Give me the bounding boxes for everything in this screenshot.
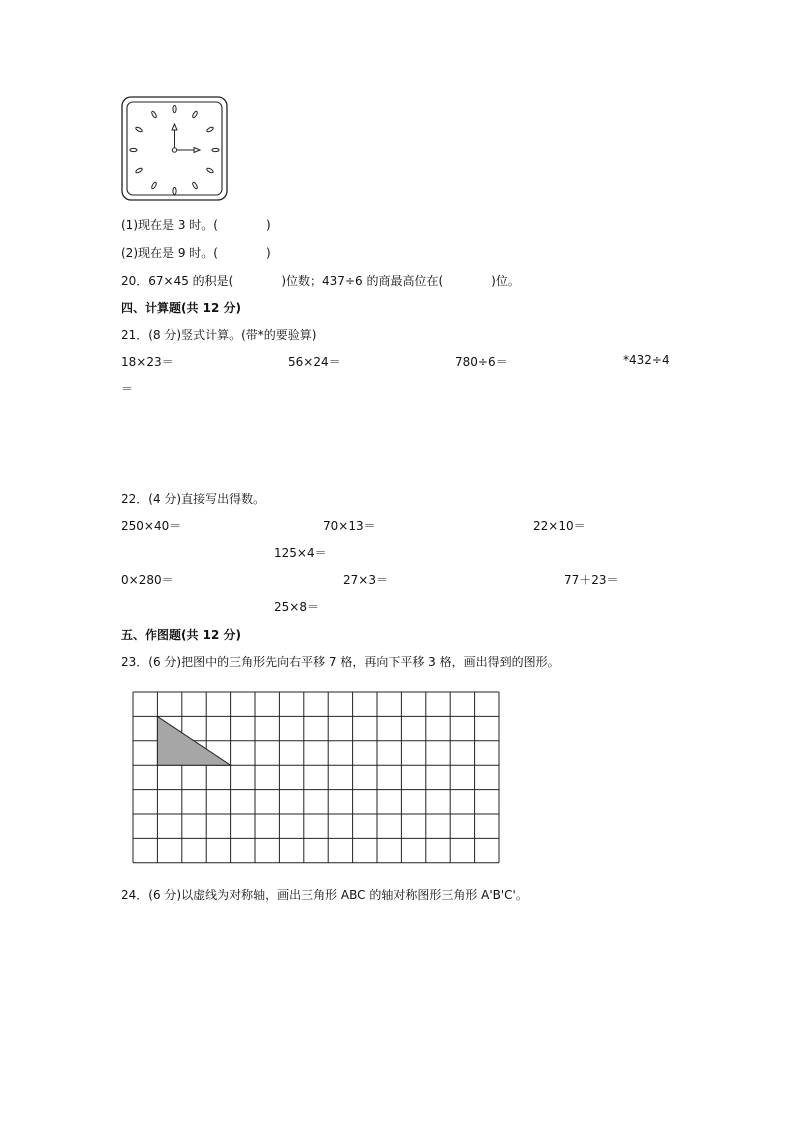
q22-title: 22．(4 分)直接写出得数。 xyxy=(121,492,266,506)
q21-item-1: 18×23＝ xyxy=(121,355,174,369)
q22-item-5: 0×280＝ xyxy=(121,573,174,587)
q22-item-8: 25×8＝ xyxy=(274,600,319,614)
q22-item-6: 27×3＝ xyxy=(343,573,388,587)
q21-item-3: 780÷6＝ xyxy=(455,355,508,369)
q24-title: 24．(6 分)以虚线为对称轴，画出三角形 ABC 的轴对称图形三角形 A'B'C'。 xyxy=(121,888,528,902)
q21-title: 21．(8 分)竖式计算。(带*的要验算) xyxy=(121,328,317,342)
q21-item-4-equals: ＝ xyxy=(121,382,134,396)
q19-sub2: (2)现在是 9 时。( ) xyxy=(121,246,271,260)
clock-center xyxy=(172,148,176,152)
q20-text: 20．67×45 的积是( )位数；437÷6 的商最高位在( )位。 xyxy=(121,274,520,288)
q21-item-2: 56×24＝ xyxy=(288,355,341,369)
q22-item-3: 22×10＝ xyxy=(533,519,586,533)
q23-title: 23．(6 分)把图中的三角形先向右平移 7 格，再向下平移 3 格，画出得到的图形。 xyxy=(121,655,560,669)
q22-item-2: 70×13＝ xyxy=(323,519,376,533)
section-4-heading: 四、计算题(共 12 分) xyxy=(121,301,242,315)
clock-figure xyxy=(121,96,229,202)
section-5-heading: 五、作图题(共 12 分) xyxy=(121,628,242,642)
square-grid xyxy=(132,691,501,865)
q19-sub1: (1)现在是 3 时。( ) xyxy=(121,218,271,232)
q22-item-1: 250×40＝ xyxy=(121,519,182,533)
q21-item-4: *432÷4 xyxy=(623,353,670,367)
q22-item-4: 125×4＝ xyxy=(274,546,327,560)
q22-item-7: 77＋23＝ xyxy=(564,573,619,587)
